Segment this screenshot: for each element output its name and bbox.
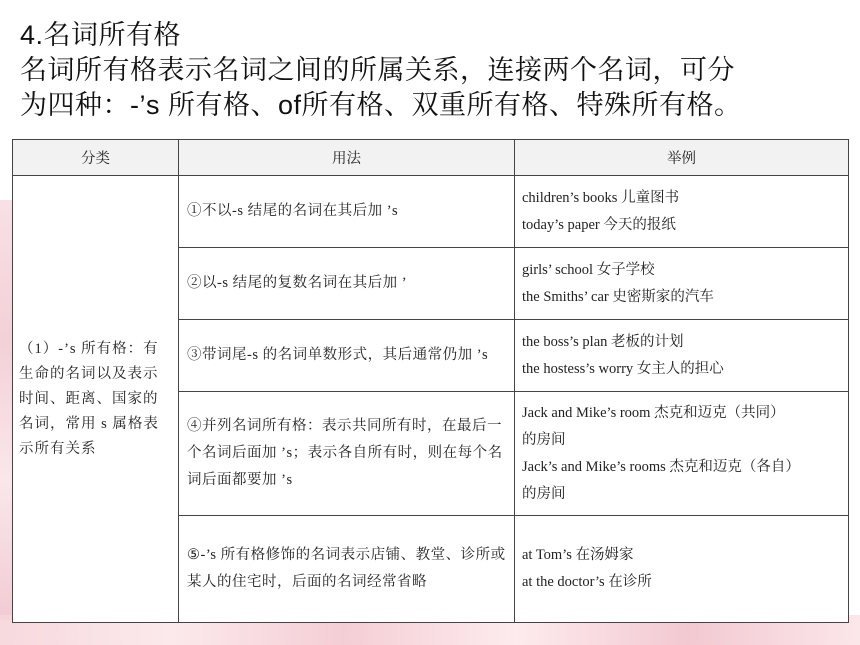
usage-cell: ③带词尾-s 的名词单数形式，其后通常仍加 ’s [179, 320, 515, 392]
possessive-case-table [12, 139, 849, 623]
header-examples: 举例 [515, 140, 849, 176]
usage-cell: ②以-s 结尾的复数名词在其后加 ’ [179, 248, 515, 320]
example-cell [515, 320, 849, 392]
example-line: Jack and Mike’s room 杰克和迈克（共同） [522, 404, 785, 421]
example-cell [515, 248, 849, 320]
usage-cell: ⑤-’s 所有格修饰的名词表示店铺、教堂、诊所或某人的住宅时，后面的名词经常省略 [179, 516, 515, 623]
example-line: at Tom’s 在汤姆家 [522, 547, 634, 563]
example-cell [515, 176, 849, 248]
example-line: 的房间 [522, 431, 566, 448]
table-row [13, 176, 849, 248]
usage-cell: ①不以-s 结尾的名词在其后加 ’s [179, 176, 515, 248]
example-line: Jack’s and Mike’s rooms 杰克和迈克（各自） [522, 458, 800, 475]
table-header-row [13, 140, 849, 176]
slide-heading [20, 18, 850, 123]
header-category: 分类 [13, 140, 179, 176]
header-usage: 用法 [179, 140, 515, 176]
example-line: the hostess’s worry 女主人的担心 [522, 360, 724, 377]
intro-text-line-1: 名词所有格表示名词之间的所属关系，连接两个名词，可分 [20, 55, 735, 85]
example-line: 的房间 [522, 485, 566, 502]
example-line: children’s books 儿童图书 [522, 189, 680, 206]
category-cell: （1）-’s 所有格：有生命的名词以及表示时间、距离、国家的名词，常用 s 属格表示所有关系 [13, 176, 179, 623]
example-cell [515, 392, 849, 516]
example-line: girls’ school 女子学校 [522, 261, 655, 278]
section-title: 4.名词所有格 [20, 20, 182, 50]
intro-text-line-2: 为四种：-’s 所有格、of所有格、双重所有格、特殊所有格。 [20, 90, 742, 120]
example-line: the Smiths’ car 史密斯家的汽车 [522, 288, 714, 305]
usage-cell: ④并列名词所有格：表示共同所有时，在最后一个名词后面加 ’s；表示各自所有时，则在每个名词后面都要加 ’s [179, 392, 515, 516]
example-line: at the doctor’s 在诊所 [522, 574, 652, 590]
example-cell [515, 516, 849, 623]
example-line: today’s paper 今天的报纸 [522, 216, 676, 233]
example-line: the boss’s plan 老板的计划 [522, 333, 684, 350]
